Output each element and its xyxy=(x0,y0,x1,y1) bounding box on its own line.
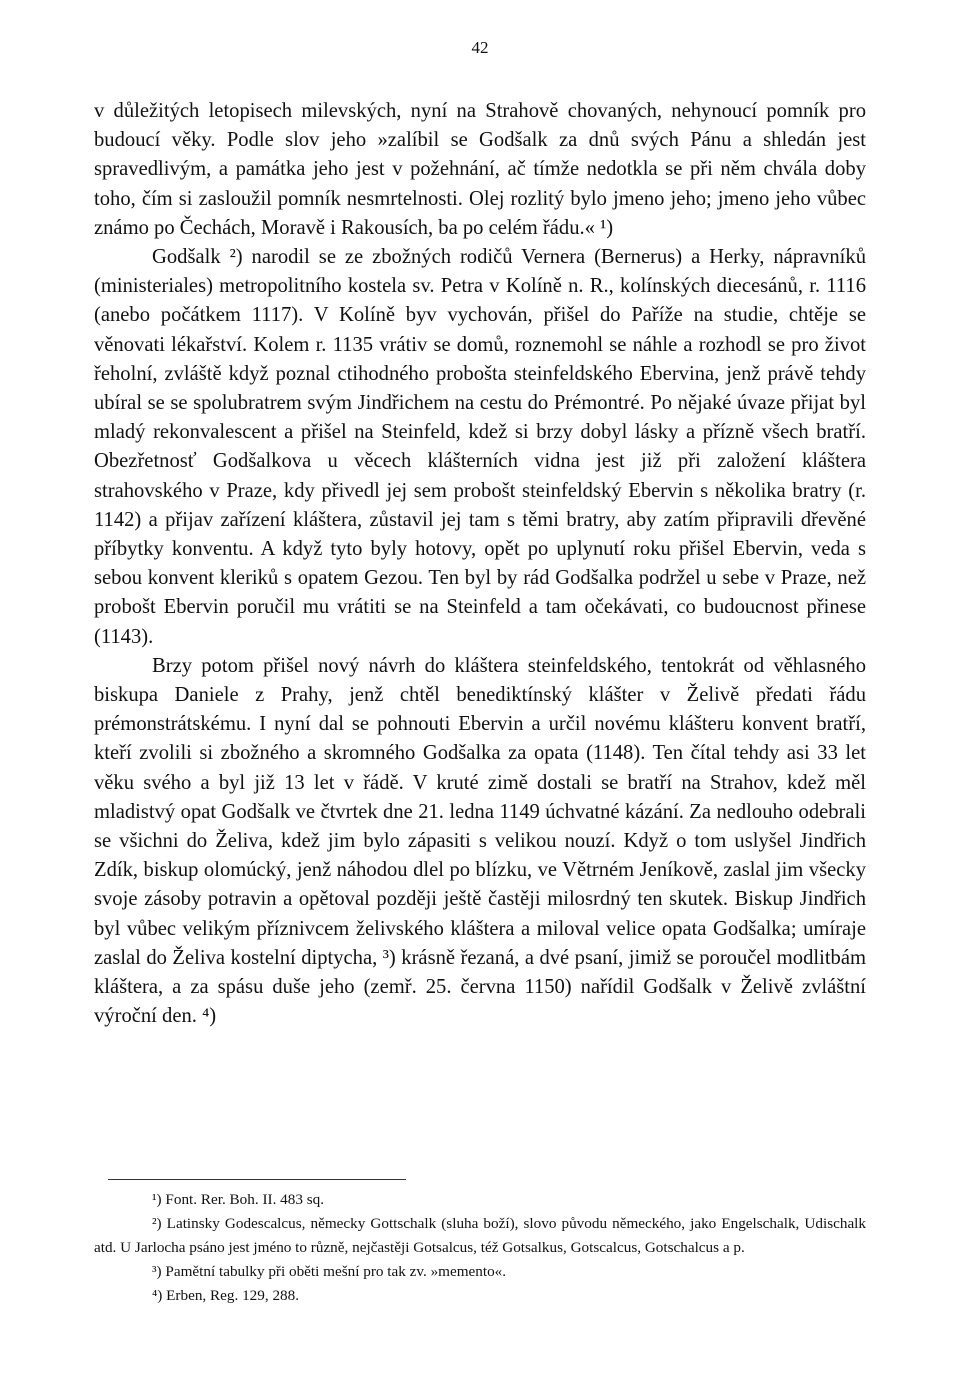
footnote-2: ²) Latinsky Godescalcus, německy Gottschalk (sluha boží), slovo původu německého, jako Engelschalk, Udischalk atd. U Jarlocha psáno jest jméno to různě, nejčastěji Gotsalcus, též Gotsalkus, Gotscalcus, Gotschalcus a p. xyxy=(94,1215,866,1256)
footnote-separator xyxy=(108,1179,406,1180)
body-text xyxy=(94,97,866,1032)
paragraph-2: Godšalk ²) narodil se ze zbožných rodičů Vernera (Bernerus) a Herky, nápravníků (ministeriales) metropolitního kostela sv. Petra v Kolíně n. R., kolínských diecesánů, r. 1116 (anebo počátkem 1117). V Kolíně byv vychován, přišel do Paříže na studie, chtěje se věnovati lékařství. Kolem r. 1135 vrátiv se domů, roznemohl se náhle a rozhodl se pro život řeholní, zvláště když poznal ctihodného probošta steinfeldského Ebervina, jenž právě tehdy ubíral se se spolubratrem svým Jindřichem na cestu do Prémontré. Po nějaké úvaze přijat byl mladý rekonvalescent a přišel na Steinfeld, kdež si brzy dobyl lásky a přízně všech bratří. Obezřetnosť Godšalkova u věcech klášterních vidna jest již při založení kláštera strahovského v Praze, kdy přivedl jej sem probošt steinfeldský Ebervin s několika bratry (r. 1142) a přijav zařízení kláštera, zůstavil jej tam s těmi bratry, aby zatím připravili dřevěné příbytky konventu. A když tyto byly hotovy, opět po uplynutí roku přišel Ebervin, veda s sebou konvent kleriků s opatem Gezou. Ten byl by rád Godšalka podržel u sebe v Praze, než probošt Ebervin poručil mu vrátiti se na Steinfeld a tam očekávati, co budoucnost přinese (1143). xyxy=(94,246,866,648)
footnote-4: ⁴) Erben, Reg. 129, 288. xyxy=(152,1287,300,1304)
paragraph-3: Brzy potom přišel nový návrh do kláštera steinfeldského, tentokrát od věhlasného biskupa Daniele z Prahy, jenž chtěl benediktínský klášter v Želivě předati řádu prémonstrátskému. I nyní dal se pohnouti Ebervin a určil novému klášteru konvent bratří, kteří zvolili si zbožného a skromného Godšalka za opata (1148). Ten čítal tehdy asi 33 let věku svého a byl již 13 let v řádě. V kruté zimě dostali se bratří na Strahov, kdež měl mladistvý opat Godšalk ve čtvrtek dne 21. ledna 1149 úchvatné kázání. Za nedlouho odebrali se všichni do Želiva, kdež jim bylo zápasiti s velikou nouzí. Když o tom uslyšel Jindřich Zdík, biskup olomúcký, jenž náhodou dlel po blízku, ve Větrném Jeníkově, zaslal jim všecky svoje zásoby potravin a opětoval později ještě častěji milosrdný ten skutek. Biskup Jindřich byl vůbec velikým příznivcem želivského kláštera a miloval velice opata Godšalka; umíraje zaslal do Želiva kostelní diptycha, ³) krásně řezaná, a dvé psaní, jimiž se poroučel modlitbám kláštera, a za spásu duše jeho (zemř. 25. června 1150) nařídil Godšalk v Želivě zvláštní výroční den. ⁴) xyxy=(94,654,866,1028)
footnotes xyxy=(94,1188,866,1308)
page-number: 42 xyxy=(471,38,489,57)
footnote-1: ¹) Font. Rer. Boh. II. 483 sq. xyxy=(152,1191,325,1208)
paragraph-1: v důležitých letopisech milevských, nyní na Strahově chovaných, nehynoucí pomník pro budoucí věky. Podle slov jeho »zalíbil se Godšalk za dnů svých Pánu a shledán jest spravedlivým, a památka jeho jest v požehnání, ač tímže nedotkla se při něm chvála doby toho, čím si zasloužil pomník nesmrtelnosti. Olej rozlitý bylo jmeno jeho; jmeno jeho vůbec známo po Čechách, Moravě i Rakousích, ba po celém řádu.« ¹) xyxy=(94,100,866,239)
footnote-3: ³) Pamětní tabulky při oběti mešní pro tak zv. »memento«. xyxy=(152,1263,507,1280)
